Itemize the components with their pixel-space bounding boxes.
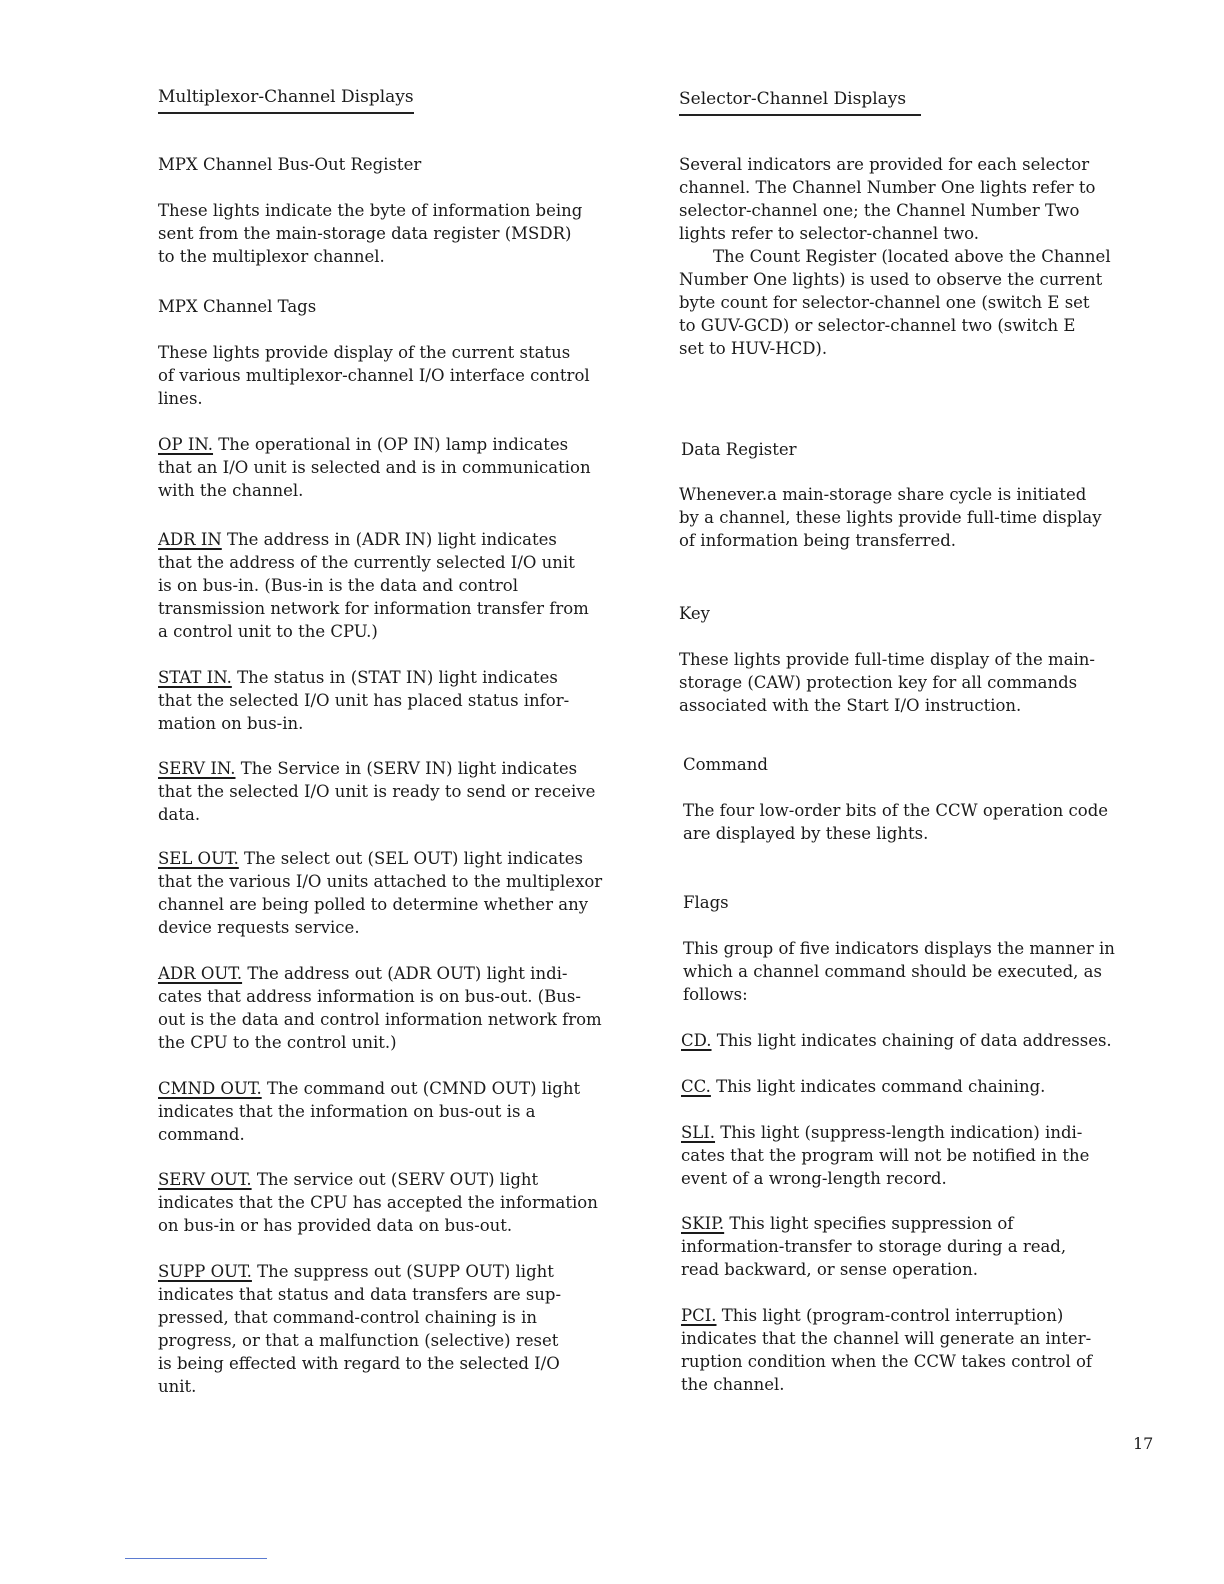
- text-line: that the selected I/O unit has placed status infor-: [158, 691, 570, 710]
- item-term: SERV IN.: [158, 759, 236, 778]
- item-term: SKIP.: [681, 1214, 725, 1233]
- text-line: associated with the Start I/O instruction.: [679, 696, 1022, 715]
- item-first-line: [681, 1121, 1171, 1144]
- section-title-mpx-tags: MPX Channel Tags: [158, 297, 317, 316]
- text-line: set to HUV-HCD).: [679, 339, 828, 358]
- text-line: ruption condition when the CCW takes control of: [681, 1352, 1093, 1371]
- right-heading: Selector-Channel Displays: [679, 88, 921, 116]
- item-term: ADR IN: [158, 530, 222, 549]
- text-line: are displayed by these lights.: [683, 824, 929, 843]
- item-term: SUPP OUT.: [158, 1262, 252, 1281]
- left-heading: Multiplexor-Channel Displays: [158, 86, 414, 114]
- text-line: mation on bus-in.: [158, 714, 304, 733]
- item-first-line: [158, 847, 648, 870]
- section-body-flags: [683, 937, 1173, 1006]
- item-first-text: The status in (STAT IN) light indicates: [231, 668, 558, 687]
- text-line: storage (CAW) protection key for all commands: [679, 673, 1078, 692]
- item-first-text: This light (suppress-length indication) indi-: [715, 1123, 1083, 1142]
- text-line: pressed, that command-control chaining is in: [158, 1308, 537, 1327]
- text-line: with the channel.: [158, 481, 304, 500]
- item-first-line: [158, 666, 648, 689]
- item-first-line: [681, 1212, 1171, 1235]
- item-term: CMND OUT.: [158, 1079, 262, 1098]
- text-line: lights refer to selector-channel two.: [679, 224, 979, 243]
- text-line: event of a wrong-length record.: [681, 1169, 947, 1188]
- text-line: These lights provide full-time display of the main-: [679, 650, 1096, 669]
- section-title-command: Command: [683, 755, 768, 774]
- text-line: that the address of the currently selected I/O unit: [158, 553, 575, 572]
- text-line: Number One lights) is used to observe the current: [679, 270, 1103, 289]
- text-line: of information being transferred.: [679, 531, 957, 550]
- section-body-command: [683, 799, 1173, 845]
- item-first-text: This light indicates command chaining.: [710, 1077, 1046, 1096]
- text-line: of various multiplexor-channel I/O interface control: [158, 366, 590, 385]
- text-line: data.: [158, 805, 201, 824]
- selector-intro: [679, 153, 1169, 360]
- item-first-text: This light (program-control interruption): [716, 1306, 1064, 1325]
- item-first-text: This light indicates chaining of data addresses.: [711, 1031, 1112, 1050]
- item-first-text: The suppress out (SUPP OUT) light: [251, 1262, 554, 1281]
- text-line: These lights provide display of the current status: [158, 343, 571, 362]
- item-term: STAT IN.: [158, 668, 232, 687]
- text-line: read backward, or sense operation.: [681, 1260, 978, 1279]
- item-term: PCI.: [681, 1306, 717, 1325]
- text-line: transmission network for information transfer from: [158, 599, 589, 618]
- text-line: command.: [158, 1125, 245, 1144]
- text-line: This group of five indicators displays the manner in: [683, 939, 1115, 958]
- text-line: out is the data and control information network from: [158, 1010, 602, 1029]
- text-line: that the various I/O units attached to the multiplexor: [158, 872, 603, 891]
- text-line: that the selected I/O unit is ready to send or receive: [158, 782, 596, 801]
- item-first-text: The Service in (SERV IN) light indicates: [235, 759, 578, 778]
- item-op-in: [158, 433, 648, 502]
- text-line: indicates that status and data transfers are sup-: [158, 1285, 562, 1304]
- section-title-flags: Flags: [683, 893, 729, 912]
- item-first-line: [158, 1260, 648, 1283]
- item-serv-in: [158, 757, 648, 826]
- page-number: 17: [1133, 1434, 1154, 1453]
- text-line: Whenever.a main-storage share cycle is initiated: [679, 485, 1087, 504]
- text-line: The four low-order bits of the CCW operation code: [683, 801, 1109, 820]
- flag-sli: [681, 1121, 1171, 1190]
- text-line: channel. The Channel Number One lights refer to: [679, 178, 1096, 197]
- item-term: CD.: [681, 1031, 712, 1050]
- item-term: SEL OUT.: [158, 849, 239, 868]
- flag-pci: [681, 1304, 1171, 1396]
- text-line: cates that the program will not be notified in the: [681, 1146, 1090, 1165]
- text-line: on bus-in or has provided data on bus-out.: [158, 1216, 513, 1235]
- text-line: is on bus-in. (Bus-in is the data and control: [158, 576, 518, 595]
- item-first-line: [158, 1168, 648, 1191]
- footer-rule: [125, 1558, 267, 1559]
- text-line: indicates that the CPU has accepted the information: [158, 1193, 598, 1212]
- section-body-key: [679, 648, 1169, 717]
- text-line: follows:: [683, 985, 748, 1004]
- text-line: selector-channel one; the Channel Number Two: [679, 201, 1080, 220]
- text-line: the channel.: [681, 1375, 785, 1394]
- text-line: which a channel command should be executed, as: [683, 962, 1102, 981]
- text-line: progress, or that a malfunction (selective) reset: [158, 1331, 559, 1350]
- text-line: indicates that the information on bus-out is a: [158, 1102, 536, 1121]
- item-cmnd-out: [158, 1077, 648, 1146]
- item-adr-out: [158, 962, 648, 1054]
- item-first-text: This light specifies suppression of: [724, 1214, 1014, 1233]
- item-adr-in: [158, 528, 648, 643]
- item-term: SERV OUT.: [158, 1170, 252, 1189]
- item-first-line: [158, 433, 648, 456]
- item-sel-out: [158, 847, 648, 939]
- text-line: to the multiplexor channel.: [158, 247, 385, 266]
- item-first-line: [158, 528, 648, 551]
- text-line: indicates that the channel will generate an inter-: [681, 1329, 1092, 1348]
- flag-skip: [681, 1212, 1171, 1281]
- text-line: information-transfer to storage during a read,: [681, 1237, 1067, 1256]
- section-body-mpx-bus-out: [158, 199, 648, 268]
- item-first-text: The address out (ADR OUT) light indi-: [242, 964, 568, 983]
- text-line: a control unit to the CPU.): [158, 622, 378, 641]
- item-first-text: The service out (SERV OUT) light: [251, 1170, 539, 1189]
- text-line: by a channel, these lights provide full-time display: [679, 508, 1102, 527]
- item-first-text: The address in (ADR IN) light indicates: [221, 530, 557, 549]
- text-line: that an I/O unit is selected and is in communication: [158, 458, 591, 477]
- text-line: device requests service.: [158, 918, 360, 937]
- item-first-text: The command out (CMND OUT) light: [261, 1079, 581, 1098]
- flag-cc: [681, 1075, 1171, 1098]
- section-title-key: Key: [679, 604, 710, 623]
- text-line: is being effected with regard to the selected I/O: [158, 1354, 560, 1373]
- item-term: SLI.: [681, 1123, 716, 1142]
- item-first-line: [681, 1075, 1171, 1098]
- text-line: cates that address information is on bus-out. (Bus-: [158, 987, 581, 1006]
- section-title-mpx-bus-out: MPX Channel Bus-Out Register: [158, 155, 422, 174]
- text-line: Several indicators are provided for each selector: [679, 155, 1090, 174]
- section-body-mpx-tags: [158, 341, 648, 410]
- item-term: ADR OUT.: [158, 964, 243, 983]
- text-line: byte count for selector-channel one (switch E set: [679, 293, 1090, 312]
- item-first-line: [158, 1077, 648, 1100]
- text-line: These lights indicate the byte of information being: [158, 201, 583, 220]
- section-title-data-register: Data Register: [681, 440, 797, 459]
- item-first-line: [158, 962, 648, 985]
- item-supp-out: [158, 1260, 648, 1398]
- item-serv-out: [158, 1168, 648, 1237]
- text-line: unit.: [158, 1377, 197, 1396]
- item-first-line: [158, 757, 648, 780]
- text-line: the CPU to the control unit.): [158, 1033, 397, 1052]
- item-term: CC.: [681, 1077, 711, 1096]
- item-stat-in: [158, 666, 648, 735]
- text-line: The Count Register (located above the Channel: [713, 247, 1111, 266]
- item-first-text: The operational in (OP IN) lamp indicates: [213, 435, 569, 454]
- text-line: channel are being polled to determine whether any: [158, 895, 589, 914]
- flag-cd: [681, 1029, 1171, 1052]
- item-first-text: The select out (SEL OUT) light indicates: [238, 849, 583, 868]
- text-line: lines.: [158, 389, 203, 408]
- item-first-line: [681, 1304, 1171, 1327]
- text-line: to GUV-GCD) or selector-channel two (switch E: [679, 316, 1076, 335]
- section-body-data-register: [679, 483, 1169, 552]
- text-line: sent from the main-storage data register (MSDR): [158, 224, 572, 243]
- item-term: OP IN.: [158, 435, 214, 454]
- item-first-line: [681, 1029, 1171, 1052]
